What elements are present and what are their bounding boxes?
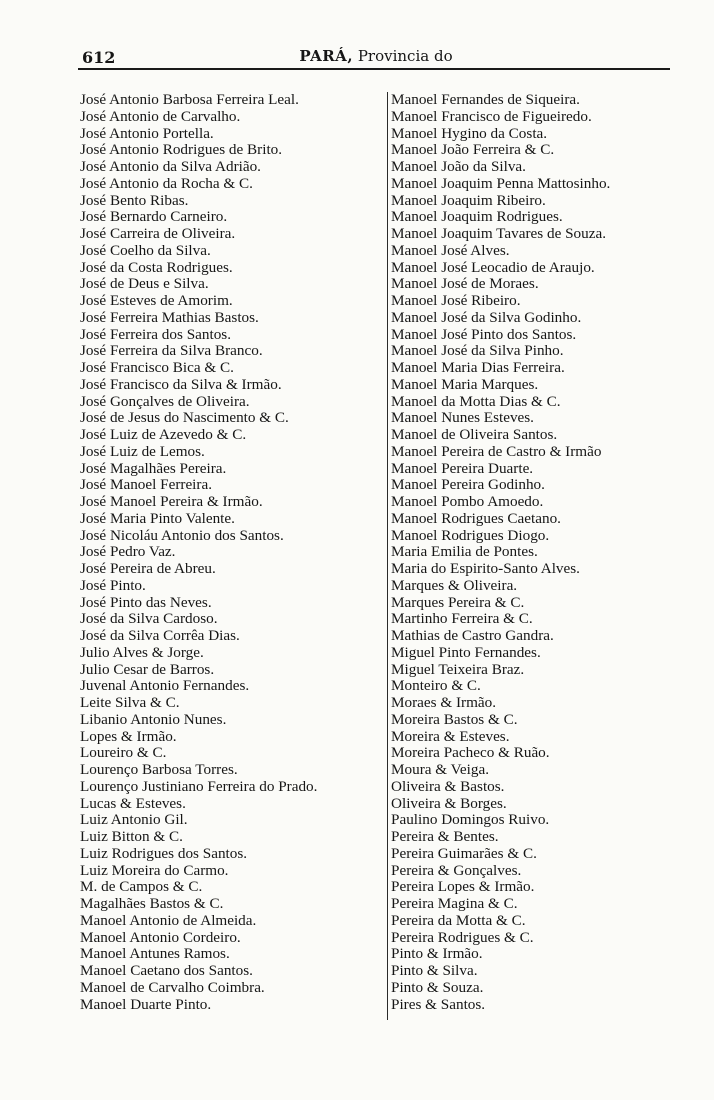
list-item: Manoel Antunes Ramos. xyxy=(80,945,230,963)
list-item: Manoel Pombo Amoedo. xyxy=(391,493,544,510)
list-item: Manoel Nunes Esteves. xyxy=(391,409,534,427)
list-item: José Luiz de Lemos. xyxy=(80,442,205,460)
list-item: José Gonçalves de Oliveira. xyxy=(80,392,250,410)
list-item: Magalhães Bastos & C. xyxy=(80,895,224,912)
list-item: Manoel Joaquim Penna Mattosinho. xyxy=(391,174,611,192)
list-item: Miguel Teixeira Braz. xyxy=(391,660,525,678)
list-item: José Pinto. xyxy=(80,576,146,594)
list-item: Manoel José Alves. xyxy=(391,241,510,259)
list-item: José de Deus e Silva. xyxy=(80,275,209,293)
list-item: Pereira & Bentes. xyxy=(391,828,499,845)
list-item: Moreira & Esteves. xyxy=(391,727,510,745)
list-item: Leite Silva & C. xyxy=(80,694,180,711)
list-item: Manoel José Pinto dos Santos. xyxy=(391,325,577,343)
running-title-main: PARÁ, xyxy=(299,47,354,65)
column-divider xyxy=(387,92,388,1020)
list-item: Pinto & Silva. xyxy=(391,962,478,979)
list-item: Lourenço Justiniano Ferreira do Prado. xyxy=(80,777,318,795)
list-item: José Antonio da Silva Adrião. xyxy=(80,158,261,175)
list-item: Manoel Hygino da Costa. xyxy=(391,124,548,142)
list-item: José Francisco Bica & C. xyxy=(80,359,234,376)
list-item: Luiz Moreira do Carmo. xyxy=(80,861,229,879)
list-item: Manoel Duarte Pinto. xyxy=(80,995,212,1013)
list-item: Pereira & Gonçalves. xyxy=(391,861,522,879)
list-item: Pires & Santos. xyxy=(391,995,486,1013)
list-item: José Ferreira dos Santos. xyxy=(80,325,232,343)
list-item: Pinto & Irmão. xyxy=(391,945,483,963)
list-item: José da Costa Rodrigues. xyxy=(80,258,233,276)
list-item: Manoel Pereira Godinho. xyxy=(391,476,545,494)
list-item: Mathias de Castro Gandra. xyxy=(391,627,554,644)
list-item: Lourenço Barbosa Torres. xyxy=(80,761,238,778)
list-item: Manoel João Ferreira & C. xyxy=(391,141,555,159)
list-item: Miguel Pinto Fernandes. xyxy=(391,643,541,661)
list-item: José Antonio Barbosa Ferreira Leal. xyxy=(80,91,299,108)
list-item: Manoel Joaquim Ribeiro. xyxy=(391,191,546,209)
list-item: José Magalhães Pereira. xyxy=(80,459,227,477)
list-item: José Carreira de Oliveira. xyxy=(80,225,236,242)
list-item: Martinho Ferreira & C. xyxy=(391,610,533,628)
list-item: José Bernardo Carneiro. xyxy=(80,208,228,226)
running-title-rest: Provincia do xyxy=(357,47,453,65)
list-item: José Bento Ribas. xyxy=(80,191,189,209)
list-item: José Pinto das Neves. xyxy=(80,593,212,611)
list-item: Paulino Domingos Ruivo. xyxy=(391,811,550,829)
list-item: Manoel Rodrigues Diogo. xyxy=(391,526,550,544)
list-item: Julio Cesar de Barros. xyxy=(80,660,215,678)
list-item: Manoel José Ribeiro. xyxy=(391,292,521,309)
right-column xyxy=(391,92,679,1013)
list-item: Pereira Lopes & Irmão. xyxy=(391,878,535,896)
list-item: José Luiz de Azevedo & C. xyxy=(80,426,247,443)
list-item: Lopes & Irmão. xyxy=(80,727,177,745)
list-item: Maria Emilia de Pontes. xyxy=(391,543,538,561)
list-item: Pereira da Motta & C. xyxy=(391,911,526,929)
list-item: Manoel João da Silva. xyxy=(391,158,526,175)
list-item: Pereira Magina & C. xyxy=(391,895,518,912)
list-item: Manoel Pereira de Castro & Irmão xyxy=(391,442,602,460)
list-item: Luiz Antonio Gil. xyxy=(80,811,188,829)
list-item: Marques & Oliveira. xyxy=(391,576,518,594)
list-item: Oliveira & Borges. xyxy=(391,794,507,812)
list-item: Oliveira & Bastos. xyxy=(391,777,505,795)
list-item: Monteiro & C. xyxy=(391,677,481,695)
list-item: José de Jesus do Nascimento & C. xyxy=(80,409,289,427)
list-item: Manoel Rodrigues Caetano. xyxy=(391,509,561,527)
list-item: José Manoel Pereira & Irmão. xyxy=(80,493,263,510)
list-item: Manoel José da Silva Godinho. xyxy=(391,308,582,326)
list-item: Manoel Antonio Cordeiro. xyxy=(80,928,241,946)
list-item: Maria do Espirito-Santo Alves. xyxy=(391,560,580,577)
list-item: Pereira Guimarães & C. xyxy=(391,844,537,862)
list-item: Manoel de Carvalho Coimbra. xyxy=(80,978,265,996)
list-item: José da Silva Corrêa Dias. xyxy=(80,627,240,644)
list-item: José Ferreira da Silva Branco. xyxy=(80,342,263,360)
list-item: José Pereira de Abreu. xyxy=(80,560,216,577)
list-item: Pinto & Souza. xyxy=(391,978,484,996)
list-item: Loureiro & C. xyxy=(80,744,167,762)
list-item: Manoel Joaquim Rodrigues. xyxy=(391,208,563,226)
list-item: José Coelho da Silva. xyxy=(80,241,211,259)
list-item: Manoel Caetano dos Santos. xyxy=(80,962,253,979)
list-item: Manoel Antonio de Almeida. xyxy=(80,911,257,929)
list-item: Manoel José Leocadio de Araujo. xyxy=(391,258,595,276)
list-item: Manoel Maria Marques. xyxy=(391,375,539,393)
list-item: José Antonio de Carvalho. xyxy=(80,107,241,125)
list-item: Manoel de Oliveira Santos. xyxy=(391,426,558,443)
list-item: Manoel Pereira Duarte. xyxy=(391,459,534,477)
list-item: Manoel José de Moraes. xyxy=(391,275,539,293)
list-item: José Nicoláu Antonio dos Santos. xyxy=(80,526,284,544)
left-column xyxy=(80,92,385,1013)
list-item: Manoel Francisco de Figueiredo. xyxy=(391,107,592,125)
header-rule xyxy=(78,68,670,70)
list-item: Manoel José da Silva Pinho. xyxy=(391,342,564,360)
list-item: Manoel Joaquim Tavares de Souza. xyxy=(391,225,607,242)
list-item: José Ferreira Mathias Bastos. xyxy=(80,308,259,326)
list-item: Manoel Maria Dias Ferreira. xyxy=(391,359,565,376)
list-item: José Antonio da Rocha & C. xyxy=(80,174,253,192)
list-item: Moura & Veiga. xyxy=(391,761,489,778)
list-item: Julio Alves & Jorge. xyxy=(80,643,204,661)
page-header xyxy=(82,44,670,68)
list-item: Juvenal Antonio Fernandes. xyxy=(80,677,250,695)
list-item: José da Silva Cardoso. xyxy=(80,610,218,628)
list-item: Lucas & Esteves. xyxy=(80,794,186,812)
page-number: 612 xyxy=(82,48,116,67)
list-item: Marques Pereira & C. xyxy=(391,593,525,611)
list-item: Luiz Bitton & C. xyxy=(80,828,183,845)
list-item: Libanio Antonio Nunes. xyxy=(80,710,227,728)
list-item: Moraes & Irmão. xyxy=(391,694,497,711)
list-item: José Pedro Vaz. xyxy=(80,543,176,561)
list-item: José Maria Pinto Valente. xyxy=(80,509,235,527)
list-item: Manoel Fernandes de Siqueira. xyxy=(391,91,580,108)
list-item: Luiz Rodrigues dos Santos. xyxy=(80,844,248,862)
list-item: Pereira Rodrigues & C. xyxy=(391,928,534,946)
running-title xyxy=(82,47,670,65)
list-item: Manoel da Motta Dias & C. xyxy=(391,392,561,410)
list-item: Moreira Bastos & C. xyxy=(391,710,518,728)
list-item: José Antonio Rodrigues de Brito. xyxy=(80,141,283,159)
list-item: Moreira Pacheco & Ruão. xyxy=(391,744,550,762)
list-item: José Antonio Portella. xyxy=(80,124,214,142)
list-item: José Esteves de Amorim. xyxy=(80,292,233,309)
list-item: M. de Campos & C. xyxy=(80,878,203,896)
list-item: José Francisco da Silva & Irmão. xyxy=(80,375,282,393)
list-item: José Manoel Ferreira. xyxy=(80,476,213,494)
